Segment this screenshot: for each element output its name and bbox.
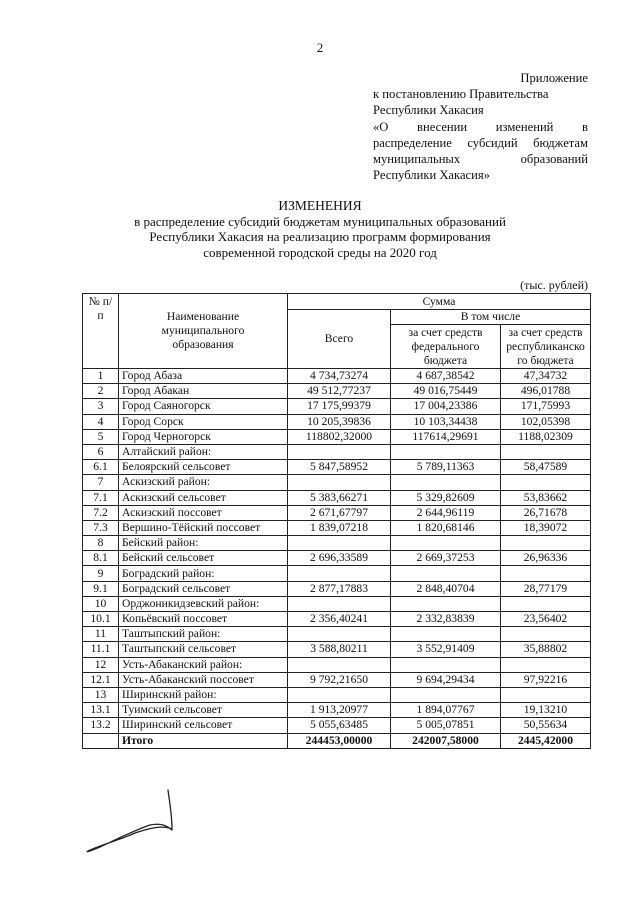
row-number: 7.3	[83, 520, 119, 535]
row-federal	[391, 596, 501, 611]
appendix-line: «О внесении изменений в	[373, 119, 588, 134]
row-federal	[391, 687, 501, 702]
row-federal: 2 669,37253	[391, 551, 501, 566]
row-name: Копьёвский поссовет	[119, 612, 288, 627]
row-total: 1 913,20977	[288, 703, 391, 718]
row-total: 17 175,99379	[288, 399, 391, 414]
table-row	[83, 444, 591, 459]
row-federal: 5 005,07851	[391, 718, 501, 733]
row-number: 3	[83, 399, 119, 414]
row-federal	[391, 657, 501, 672]
title-line: современной городской среды на 2020 год	[203, 244, 437, 260]
row-name: Бейский сельсовет	[119, 551, 288, 566]
title-heading: ИЗМЕНЕНИЯ	[278, 198, 362, 213]
row-name: Город Саяногорск	[119, 399, 288, 414]
row-number: 2	[83, 384, 119, 399]
row-total	[288, 627, 391, 642]
row-name: Город Абаза	[119, 369, 288, 384]
row-republic	[501, 536, 591, 551]
title-line: в распределение субсидий бюджетам муниципальных образований	[134, 213, 506, 229]
row-republic: 97,92216	[501, 672, 591, 687]
row-total: 2 671,67797	[288, 505, 391, 520]
row-republic: 26,96336	[501, 551, 591, 566]
total-row	[83, 733, 591, 748]
table-row	[83, 505, 591, 520]
appendix-line: к постановлению Правительства	[373, 87, 549, 102]
row-federal: 10 103,34438	[391, 414, 501, 429]
units-label: (тыс. рублей)	[520, 278, 588, 292]
row-total: 2 877,17883	[288, 581, 391, 596]
page-number: 2	[316, 40, 324, 55]
table-row	[83, 414, 591, 429]
appendix-line: муниципальных образований	[373, 152, 588, 167]
appendix-line: распределение субсидий бюджетам	[373, 135, 588, 150]
table-row	[83, 672, 591, 687]
header-republic: за счет средств республиканско го бюджета	[501, 325, 591, 369]
table-row	[83, 460, 591, 475]
row-federal: 3 552,91409	[391, 642, 501, 657]
row-total: 49 512,77237	[288, 384, 391, 399]
row-federal	[391, 536, 501, 551]
row-total: 118802,32000	[288, 429, 391, 444]
row-name: Аскизский район:	[119, 475, 288, 490]
row-name: Город Абакан	[119, 384, 288, 399]
row-number	[83, 733, 119, 748]
row-federal: 2 332,83839	[391, 612, 501, 627]
row-total: 5 055,63485	[288, 718, 391, 733]
table-row	[83, 687, 591, 702]
row-total: 4 734,73274	[288, 369, 391, 384]
row-republic: 102,05398	[501, 414, 591, 429]
row-federal: 4 687,38542	[391, 369, 501, 384]
row-federal: 2 848,40704	[391, 581, 501, 596]
row-number: 5	[83, 429, 119, 444]
row-total: 244453,00000	[288, 733, 391, 748]
row-number: 7	[83, 475, 119, 490]
row-number: 12.1	[83, 672, 119, 687]
row-republic: 19,13210	[501, 703, 591, 718]
row-republic	[501, 444, 591, 459]
row-number: 10	[83, 596, 119, 611]
row-total: 5 383,66271	[288, 490, 391, 505]
row-republic	[501, 566, 591, 581]
document-title	[0, 198, 640, 260]
row-federal: 5 789,11363	[391, 460, 501, 475]
row-federal	[391, 566, 501, 581]
row-name: Боградский район:	[119, 566, 288, 581]
subsidy-table	[82, 293, 591, 749]
row-federal: 17 004,23386	[391, 399, 501, 414]
row-total: 10 205,39836	[288, 414, 391, 429]
row-republic: 35,88802	[501, 642, 591, 657]
row-name: Белоярский сельсовет	[119, 460, 288, 475]
table-row	[83, 642, 591, 657]
row-total	[288, 687, 391, 702]
title-line: Республики Хакасия на реализацию программ формирования	[149, 229, 491, 244]
table-row	[83, 536, 591, 551]
row-name: Ширинский район:	[119, 687, 288, 702]
row-name: Туимский сельсовет	[119, 703, 288, 718]
signature-icon	[80, 785, 200, 885]
row-republic: 28,77179	[501, 581, 591, 596]
table-row	[83, 566, 591, 581]
table-row	[83, 475, 591, 490]
row-number: 11.1	[83, 642, 119, 657]
row-republic: 1188,02309	[501, 429, 591, 444]
table-row	[83, 581, 591, 596]
row-federal: 117614,29691	[391, 429, 501, 444]
row-number: 8.1	[83, 551, 119, 566]
row-number: 13	[83, 687, 119, 702]
row-republic: 18,39072	[501, 520, 591, 535]
row-republic: 171,75993	[501, 399, 591, 414]
row-name: Усть-Абаканский поссовет	[119, 672, 288, 687]
header-total: Всего	[288, 310, 391, 369]
row-total: 5 847,58952	[288, 460, 391, 475]
row-name: Орджоникидзевский район:	[119, 596, 288, 611]
row-republic	[501, 657, 591, 672]
row-number: 10.1	[83, 612, 119, 627]
table-row	[83, 369, 591, 384]
table-row	[83, 429, 591, 444]
row-total: 2 356,40241	[288, 612, 391, 627]
appendix-reference	[373, 70, 588, 183]
row-name: Бейский район:	[119, 536, 288, 551]
row-number: 4	[83, 414, 119, 429]
table-row	[83, 551, 591, 566]
row-total: 2 696,33589	[288, 551, 391, 566]
row-name: Город Сорск	[119, 414, 288, 429]
row-number: 13.2	[83, 718, 119, 733]
table-row	[83, 612, 591, 627]
row-republic: 496,01788	[501, 384, 591, 399]
header-name: Наименование муниципального образования	[119, 294, 288, 369]
row-federal: 9 694,29434	[391, 672, 501, 687]
row-name: Аскизский сельсовет	[119, 490, 288, 505]
row-republic: 53,83662	[501, 490, 591, 505]
row-republic: 58,47589	[501, 460, 591, 475]
row-federal: 2 644,96119	[391, 505, 501, 520]
row-total	[288, 596, 391, 611]
header-including: В том числе	[391, 310, 591, 325]
header-federal: за счет средств федерального бюджета	[391, 325, 501, 369]
row-total	[288, 657, 391, 672]
row-federal: 1 894,07767	[391, 703, 501, 718]
row-name: Алтайский район:	[119, 444, 288, 459]
table-row	[83, 399, 591, 414]
row-total: 3 588,80211	[288, 642, 391, 657]
table-row	[83, 490, 591, 505]
header-num: № п/п	[83, 294, 119, 369]
row-name: Итого	[119, 733, 288, 748]
row-federal	[391, 444, 501, 459]
row-republic	[501, 475, 591, 490]
table-row	[83, 384, 591, 399]
row-number: 7.1	[83, 490, 119, 505]
appendix-line: Республики Хакасия	[373, 103, 484, 118]
row-republic: 47,34732	[501, 369, 591, 384]
row-federal	[391, 475, 501, 490]
row-republic: 26,71678	[501, 505, 591, 520]
row-name: Таштыпский сельсовет	[119, 642, 288, 657]
row-federal: 49 016,75449	[391, 384, 501, 399]
row-number: 12	[83, 657, 119, 672]
row-name: Город Черногорск	[119, 429, 288, 444]
row-number: 6	[83, 444, 119, 459]
table-row	[83, 596, 591, 611]
row-total	[288, 536, 391, 551]
row-federal	[391, 627, 501, 642]
row-name: Боградский сельсовет	[119, 581, 288, 596]
row-number: 11	[83, 627, 119, 642]
table-body	[83, 369, 591, 749]
row-republic	[501, 687, 591, 702]
row-name: Ширинский сельсовет	[119, 718, 288, 733]
row-name: Таштыпский район:	[119, 627, 288, 642]
row-total	[288, 444, 391, 459]
appendix-line: Приложение	[520, 71, 588, 85]
header-sum: Сумма	[288, 294, 591, 310]
row-name: Аскизский поссовет	[119, 505, 288, 520]
row-republic: 2445,42000	[501, 733, 591, 748]
row-total: 9 792,21650	[288, 672, 391, 687]
table-row	[83, 657, 591, 672]
row-republic	[501, 627, 591, 642]
table-row	[83, 627, 591, 642]
appendix-line: Республики Хакасия»	[373, 168, 490, 183]
row-number: 6.1	[83, 460, 119, 475]
row-number: 7.2	[83, 505, 119, 520]
row-number: 13.1	[83, 703, 119, 718]
row-total	[288, 475, 391, 490]
row-republic: 50,55634	[501, 718, 591, 733]
row-federal: 5 329,82609	[391, 490, 501, 505]
row-name: Вершино-Тёйский поссовет	[119, 520, 288, 535]
row-federal: 1 820,68146	[391, 520, 501, 535]
row-federal: 242007,58000	[391, 733, 501, 748]
row-total	[288, 566, 391, 581]
row-number: 9.1	[83, 581, 119, 596]
table-row	[83, 520, 591, 535]
table-row	[83, 718, 591, 733]
row-name: Усть-Абаканский район:	[119, 657, 288, 672]
row-number: 9	[83, 566, 119, 581]
row-number: 1	[83, 369, 119, 384]
row-number: 8	[83, 536, 119, 551]
table-row	[83, 703, 591, 718]
row-republic	[501, 596, 591, 611]
row-republic: 23,56402	[501, 612, 591, 627]
row-total: 1 839,07218	[288, 520, 391, 535]
